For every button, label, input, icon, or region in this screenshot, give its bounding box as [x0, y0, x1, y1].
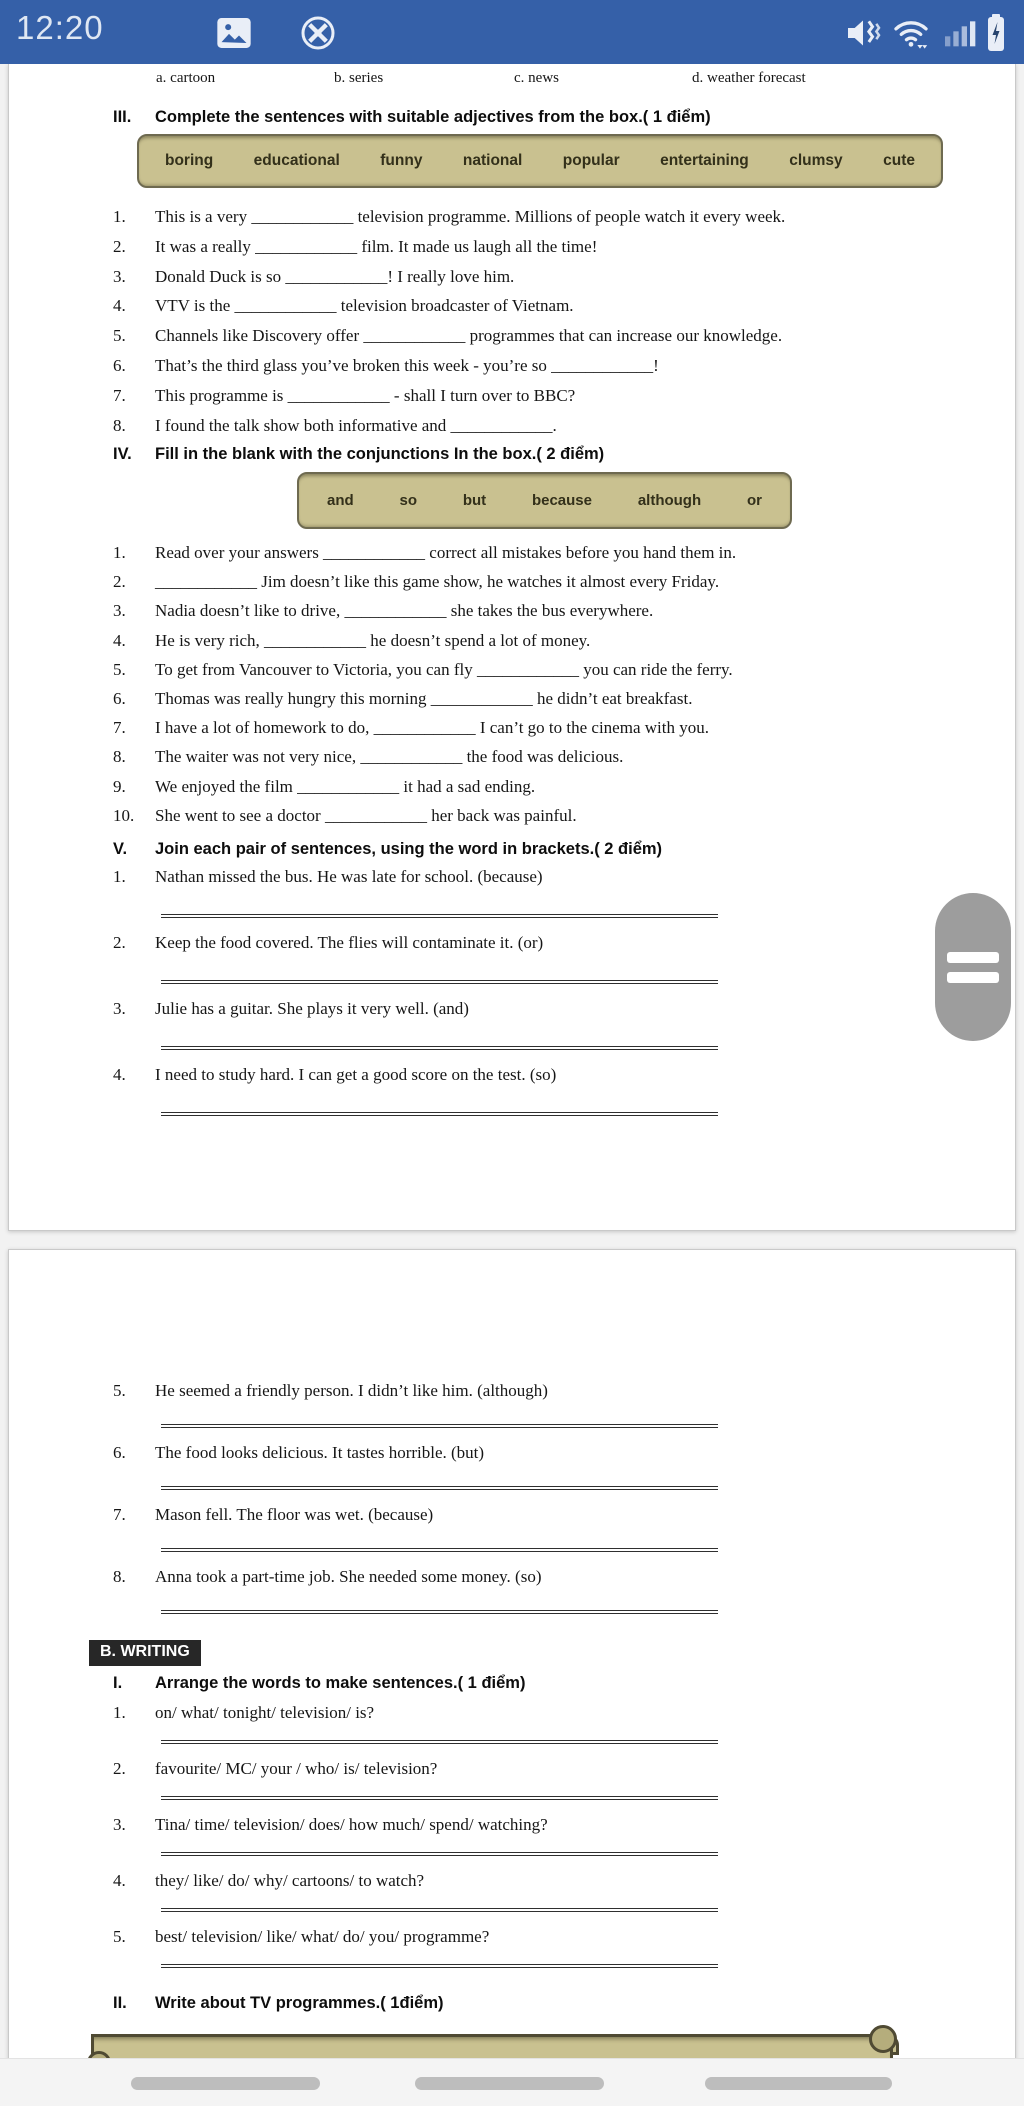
sentence-item: 5. Channels like Discovery offer ____________ programmes that can increase our knowledge.	[113, 326, 783, 346]
section-number: II.	[113, 1994, 127, 2012]
conjunctions-word-box	[297, 472, 792, 529]
arrange-item: 2. favourite/ MC/ your / who/ is/ television?	[113, 1758, 1003, 1800]
section-number: IV.	[113, 445, 132, 463]
handle-grip-line	[947, 952, 999, 963]
sentence-item: 6. That’s the third glass you’ve broken this week - you’re so ____________!	[113, 355, 659, 375]
status-bar	[0, 0, 1024, 64]
writing-section-header: B. WRITING	[89, 1640, 201, 1666]
option-c: c. news	[514, 70, 559, 86]
word: so	[399, 492, 417, 509]
section-4-heading	[113, 445, 1001, 464]
sentence-item: 9. We enjoyed the film ____________ it had a sad ending.	[113, 776, 536, 796]
sentence-item: 7. This programme is ____________ - shall I turn over to BBC?	[113, 385, 576, 405]
join-item: 4. I need to study hard. I can get a good score on the test. (so)	[113, 1064, 1003, 1116]
section-number: III.	[113, 108, 132, 126]
document-page-2	[8, 1249, 1016, 2106]
section-title: Join each pair of sentences, using the word in brackets.( 2 điểm)	[155, 840, 663, 858]
vibrate-mute-icon	[843, 13, 883, 53]
clock: 12:20	[16, 9, 104, 46]
section-5-list	[113, 866, 1003, 1130]
compass-notification-icon	[298, 13, 338, 53]
sentence-item: 7. I have a lot of homework to do, ____________ I can’t go to the cinema with you.	[113, 718, 709, 738]
writing-2-heading	[113, 1994, 1001, 2013]
join-item: 1. Nathan missed the bus. He was late for school. (because)	[113, 866, 1003, 918]
handle-grip-line	[947, 972, 999, 983]
sentence-item: 4. VTV is the ____________ television broadcaster of Vietnam.	[113, 296, 574, 316]
writing-1-list	[113, 1702, 1003, 1982]
bottom-bar	[0, 2058, 1024, 2106]
word: although	[637, 492, 702, 509]
sentence-item: 4. He is very rich, ____________ he doesn’t spend a lot of money.	[113, 630, 591, 650]
section-3-list	[113, 202, 1003, 440]
section-title: Fill in the blank with the conjunctions In the box.( 2 điểm)	[155, 445, 605, 463]
word: but	[462, 492, 487, 509]
word: educational	[253, 152, 340, 169]
adjectives-word-box	[137, 134, 943, 188]
sentence-item: 3. Nadia doesn’t like to drive, ____________ she takes the bus everywhere.	[113, 601, 654, 621]
word: national	[462, 152, 523, 169]
arrange-item: 3. Tina/ time/ television/ does/ how much/ spend/ watching?	[113, 1814, 1003, 1856]
sentence-item: 6. Thomas was really hungry this morning ____________ he didn’t eat breakfast.	[113, 689, 693, 709]
option-d: d. weather forecast	[692, 70, 806, 86]
sentence-item: 1. Read over your answers ____________ correct all mistakes before you hand them in.	[113, 543, 737, 562]
section-title: Complete the sentences with suitable adjectives from the box.( 1 điểm)	[155, 108, 711, 126]
word: boring	[165, 152, 214, 169]
section-title: Write about TV programmes.( 1điểm)	[155, 1994, 444, 2012]
answer-line	[161, 1112, 718, 1116]
bottom-bar-button[interactable]	[131, 2077, 320, 2090]
answer-line	[161, 1486, 718, 1490]
bottom-bar-button[interactable]	[415, 2077, 604, 2090]
arrange-item: 4. they/ like/ do/ why/ cartoons/ to watch?	[113, 1870, 1003, 1912]
scroll-curl-right	[869, 2025, 897, 2053]
join-item: 3. Julie has a guitar. She plays it very well. (and)	[113, 998, 1003, 1050]
answer-line	[161, 1424, 718, 1428]
arrange-item: 5. best/ television/ like/ what/ do/ you/ programme?	[113, 1926, 1003, 1968]
sentence-item: 8. The waiter was not very nice, ____________ the food was delicious.	[113, 747, 624, 767]
join-item: 6. The food looks delicious. It tastes horrible. (but)	[113, 1442, 1003, 1490]
option-a: a. cartoon	[156, 70, 216, 86]
section-5-continued-list	[113, 1380, 1003, 1628]
join-item: 7. Mason fell. The floor was wet. (because)	[113, 1504, 1003, 1552]
option-b: b. series	[334, 70, 384, 86]
answer-line	[161, 1046, 718, 1050]
section-4-list	[113, 538, 1003, 830]
answer-line	[161, 1796, 718, 1800]
answer-line	[161, 1548, 718, 1552]
answer-line	[161, 1740, 718, 1744]
writing-1-heading	[113, 1674, 1001, 1693]
join-item: 5. He seemed a friendly person. I didn’t like him. (although)	[113, 1380, 1003, 1428]
cell-signal-icon	[940, 13, 980, 53]
document-page-1	[8, 64, 1016, 1231]
word: clumsy	[789, 152, 843, 169]
section-title: Arrange the words to make sentences.( 1 điểm)	[155, 1674, 526, 1692]
word: entertaining	[660, 152, 749, 169]
section-number: V.	[113, 840, 128, 858]
word: and	[327, 492, 354, 509]
word: or	[746, 492, 762, 509]
answer-line	[161, 1964, 718, 1968]
sentence-item: 3. Donald Duck is so ____________! I really love him.	[113, 266, 515, 286]
answer-line	[161, 1908, 718, 1912]
scroll-handle[interactable]	[935, 893, 1011, 1041]
image-notification-icon	[214, 13, 254, 53]
sentence-item: 2. ____________ Jim doesn’t like this game show, he watches it almost every Friday.	[113, 572, 720, 592]
sentence-item: 5. To get from Vancouver to Victoria, you can fly ____________ you can ride the ferry.	[113, 659, 733, 679]
sentence-item: 8. I found the talk show both informative and ____________.	[113, 415, 557, 435]
arrange-item: 1. on/ what/ tonight/ television/ is?	[113, 1702, 1003, 1744]
join-item: 2. Keep the food covered. The flies will contaminate it. (or)	[113, 932, 1003, 984]
word: funny	[380, 152, 423, 169]
section-5-heading	[113, 840, 1001, 859]
section-3-heading	[113, 108, 1001, 127]
sentence-item: 2. It was a really ____________ film. It made us laugh all the time!	[113, 236, 598, 256]
answer-line	[161, 1852, 718, 1856]
answer-line	[161, 1610, 718, 1614]
wifi-icon	[891, 13, 931, 53]
bottom-bar-button[interactable]	[705, 2077, 892, 2090]
sentence-item: 10. She went to see a doctor ____________ her back was painful.	[113, 805, 577, 825]
word: because	[531, 492, 592, 509]
word: popular	[562, 152, 620, 169]
answer-line	[161, 914, 718, 918]
sentence-item: 1. This is a very ____________ television programme. Millions of people watch it every week.	[113, 207, 786, 226]
battery-charging-icon	[981, 13, 1011, 53]
answer-line	[161, 980, 718, 984]
join-item: 8. Anna took a part-time job. She needed some money. (so)	[113, 1566, 1003, 1614]
section-number: I.	[113, 1674, 123, 1692]
word: cute	[883, 152, 915, 169]
